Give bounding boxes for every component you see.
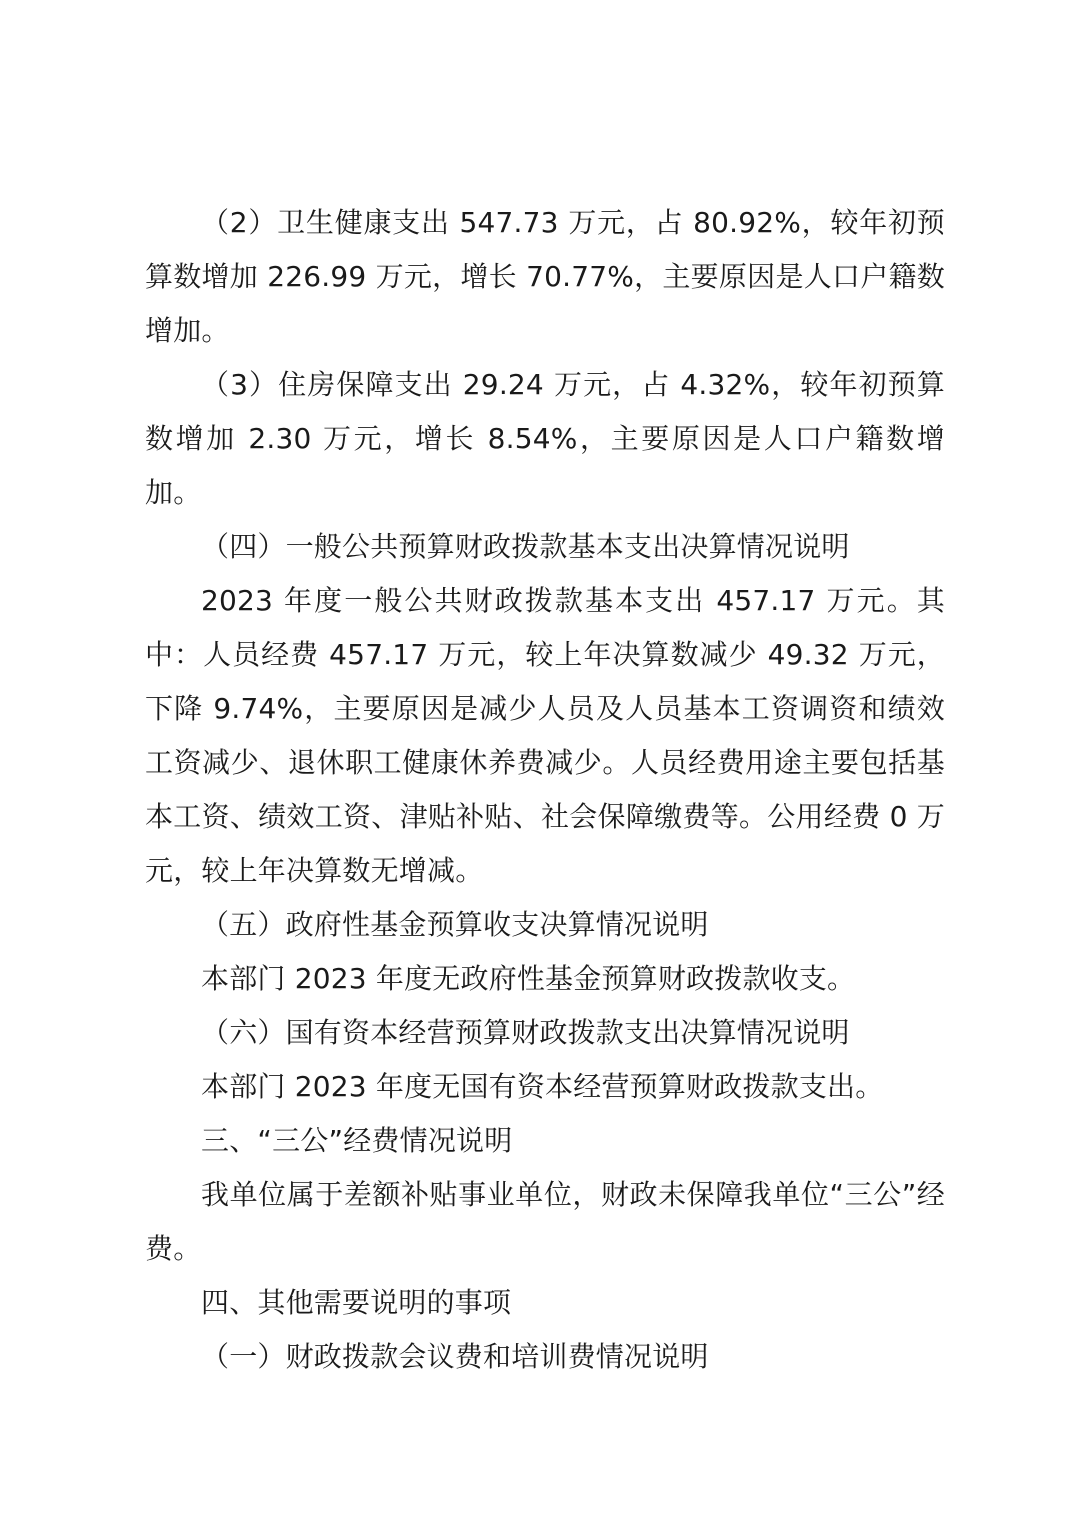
section-heading-government-fund: （五）政府性基金预算收支决算情况说明	[201, 908, 709, 941]
section-heading-three-public: 三、“三公”经费情况说明	[201, 1124, 513, 1157]
paragraph-three-public: 我单位属于差额补贴事业单位，财政未保障我单位“三公”经费。	[145, 1178, 945, 1265]
paragraph-basic-expenditure: 2023 年度一般公共财政拨款基本支出 457.17 万元。其中：人员经费 457.17 万元，较上年决算数减少 49.32 万元，下降 9.74%，主要原因是减少人员及人员基本工资调资和绩效工资减少、退休职工健康休养费减少。人员经费用途主要包括基本工资、绩效工资、津贴补贴、社会保障缴费等。公用经费 0 万元，较上年决算数无增减。	[145, 584, 945, 887]
section-heading-state-capital: （六）国有资本经营预算财政拨款支出决算情况说明	[201, 1016, 850, 1049]
section-heading-basic-expenditure: （四）一般公共预算财政拨款基本支出决算情况说明	[201, 530, 850, 563]
document-body	[145, 196, 945, 1384]
section-heading-meeting-training: （一）财政拨款会议费和培训费情况说明	[201, 1340, 709, 1373]
paragraph-government-fund: 本部门 2023 年度无政府性基金预算财政拨款收支。	[201, 962, 856, 995]
paragraph-health-expenditure: （2）卫生健康支出 547.73 万元，占 80.92%，较年初预算数增加 226.99 万元，增长 70.77%，主要原因是人口户籍数增加。	[145, 206, 945, 347]
paragraph-state-capital: 本部门 2023 年度无国有资本经营预算财政拨款支出。	[201, 1070, 884, 1103]
paragraph-housing-expenditure: （3）住房保障支出 29.24 万元，占 4.32%，较年初预算数增加 2.30 万元，增长 8.54%，主要原因是人口户籍数增加。	[145, 368, 945, 509]
section-heading-other-matters: 四、其他需要说明的事项	[201, 1286, 512, 1319]
